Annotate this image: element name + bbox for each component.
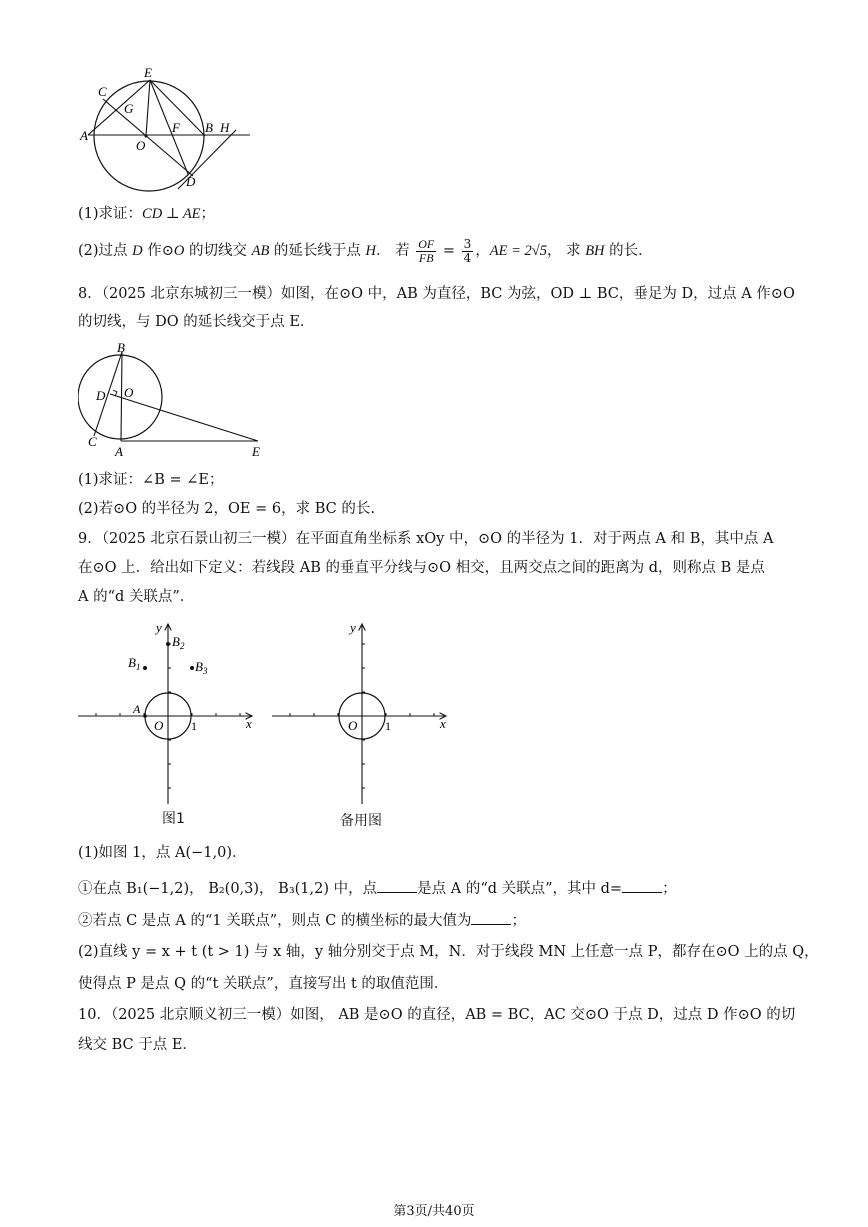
fraction-denominator: FB — [418, 250, 434, 265]
q9-p1a-end: ； — [662, 881, 677, 897]
q7-p2-BH: BH — [585, 243, 605, 259]
fig9-2-label-x: x — [440, 716, 446, 731]
q9-line2: 在⊙O 上．给出如下定义：若线段 AB 的垂直平分线与⊙O 相交，且两交点之间的距离为 d，则称点 B 是点 — [78, 560, 765, 576]
q9-figure-1 — [76, 618, 260, 808]
q9-line1: 9．（2025 北京石景山初三一模）在平面直角坐标系 xOy 中，⊙O 的半径为 1．对于两点 A 和 B，其中点 A — [78, 531, 774, 547]
fig8-label-A: A — [115, 444, 123, 459]
q9-part2-line2: 使得点 P 是点 Q 的“t 关联点”，直接写出 t 的取值范围． — [78, 976, 449, 992]
fig9-2-label-y: y — [350, 620, 356, 635]
q7-part1 — [78, 204, 215, 224]
fig7-label-E: E — [144, 65, 152, 80]
q7-part2 — [78, 236, 653, 266]
q7-p2-eq: = — [438, 243, 460, 259]
fig9-2-label-O: O — [348, 718, 358, 733]
q7-p2-text: 的长． — [604, 243, 653, 259]
q7-p2-D: D — [132, 243, 143, 259]
q9-p1a-text: ①在点 B₁(−1,2)， B₂(0,3)， B₃(1,2) 中，点 — [78, 881, 378, 897]
fig8-label-B: B — [117, 340, 125, 355]
fig9-1-label-y: y — [156, 620, 162, 635]
q8-line1: 8．（2025 北京东城初三一模）如图，在⊙O 中，AB 为直径，BC 为弦，OD ⊥ BC，垂足为 D，过点 A 作⊙O — [78, 286, 795, 302]
q7-part1-label: (1)求证： — [78, 206, 143, 222]
q7-p2-O: O — [173, 243, 185, 259]
fig7-label-A: A — [80, 128, 88, 143]
q9-part1b — [78, 910, 526, 931]
fig9-1-label-B1: $B_1$ — [128, 655, 141, 672]
q9-part2-line1: (2)直线 y = x + t (t > 1) 与 x 轴，y 轴分别交于点 M，N．对于线段 MN 上任意一点 P，都存在⊙O 上的点 Q， — [78, 944, 819, 960]
q10-line2: 线交 BC 于点 E． — [78, 1037, 197, 1053]
q7-p2-text: 的切线交 — [184, 243, 252, 259]
fig9-1-label-B3: $B_3$ — [195, 659, 208, 676]
q7-fraction-3-4 — [462, 238, 474, 265]
q7-p2-H: H — [365, 243, 377, 259]
q8-part1: (1)求证：∠B = ∠E； — [78, 472, 224, 488]
answer-blank — [471, 910, 511, 925]
q10-line1: 10．（2025 北京顺义初三一模）如图， AB 是⊙O 的直径，AB = BC，AC 交⊙O 于点 D，过点 D 作⊙O 的切 — [78, 1007, 796, 1023]
q7-p2-text: ． 若 — [376, 243, 415, 259]
answer-blank — [377, 878, 417, 893]
q9-p1b-text: ②若点 C 是点 A 的“1 关联点”，则点 C 的横坐标的最大值为 — [78, 913, 472, 929]
answer-blank — [622, 878, 662, 893]
q9-figure-backup — [270, 618, 454, 808]
q7-part1-end: ； — [200, 206, 216, 222]
fig9-2-caption: 备用图 — [340, 813, 382, 829]
q8-figure — [78, 340, 278, 465]
fig8-label-E: E — [252, 444, 260, 459]
fraction-numerator: OF — [418, 236, 435, 251]
fig7-label-O: O — [136, 138, 146, 153]
q9-p1a-text: 是点 A 的“d 关联点”，其中 d= — [417, 881, 623, 897]
fig8-label-D: D — [96, 388, 106, 403]
q7-figure — [78, 64, 258, 194]
q9-part1a — [78, 878, 677, 899]
fig7-label-B: B — [205, 120, 213, 135]
q7-p2-text: 的延长线于点 — [269, 243, 366, 259]
q7-p2-text: ， — [475, 243, 490, 259]
q8-part2: (2)若⊙O 的半径为 2，OE = 6，求 BC 的长. — [78, 501, 375, 517]
fig7-label-G: G — [124, 101, 134, 116]
fig9-1-label-B2: $B_2$ — [172, 634, 185, 651]
fig9-1-label-A: A — [133, 702, 141, 716]
page-footer: 第3页/共40页 — [393, 1204, 475, 1219]
fig7-label-D: D — [186, 174, 196, 189]
q9-part1: (1)如图 1，点 A(−1,0)． — [78, 845, 247, 861]
fig8-label-O: O — [124, 385, 134, 400]
q8-line2: 的切线，与 DO 的延长线交于点 E． — [78, 314, 315, 330]
fig9-1-label-1: 1 — [191, 719, 197, 733]
fig8-label-C: C — [88, 434, 97, 449]
fig9-1-caption: 图1 — [162, 811, 185, 827]
fig9-2-label-1: 1 — [385, 719, 391, 733]
fig7-label-F: F — [172, 120, 180, 135]
q7-p2-AE: AE = 2√5 — [489, 243, 547, 259]
q7-fraction-OF-FB — [416, 238, 436, 265]
fraction-denominator: 4 — [463, 250, 472, 265]
q7-part1-statement: CD ⊥ AE — [142, 206, 201, 222]
fraction-numerator: 3 — [463, 236, 472, 251]
fig7-label-C: C — [98, 84, 107, 99]
q7-p2-text: 作⊙ — [142, 243, 174, 259]
fig7-label-H: H — [220, 120, 230, 135]
q9-p1b-end: ； — [511, 913, 526, 929]
q7-p2-text: (2)过点 — [78, 243, 133, 259]
q7-p2-AB: AB — [251, 243, 270, 259]
q9-line3: A 的“d 关联点”． — [78, 589, 195, 605]
fig9-1-label-O: O — [154, 718, 164, 733]
q7-p2-text: ， 求 — [546, 243, 586, 259]
fig9-1-label-x: x — [246, 716, 252, 731]
